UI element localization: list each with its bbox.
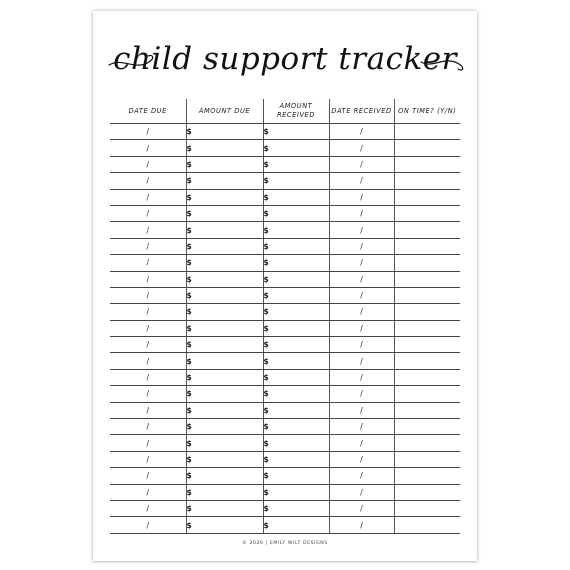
on-time-cell[interactable] xyxy=(394,517,460,533)
date-due-cell[interactable]: / xyxy=(110,320,186,336)
date-received-cell[interactable]: / xyxy=(329,222,394,238)
page-title: child support tracker xyxy=(113,41,457,77)
amount-received-cell[interactable]: $ xyxy=(263,238,329,254)
amount-received-cell[interactable]: $ xyxy=(263,369,329,385)
amount-due-cell[interactable]: $ xyxy=(186,140,263,156)
amount-due-cell[interactable]: $ xyxy=(186,222,263,238)
date-received-cell[interactable]: / xyxy=(329,369,394,385)
date-due-cell[interactable]: / xyxy=(110,353,186,369)
title-block xyxy=(93,35,477,91)
date-received-cell[interactable]: / xyxy=(329,287,394,303)
amount-received-cell[interactable]: $ xyxy=(263,271,329,287)
date-received-cell[interactable]: / xyxy=(329,255,394,271)
date-due-cell[interactable]: / xyxy=(110,271,186,287)
date-received-cell[interactable]: / xyxy=(329,173,394,189)
date-received-cell[interactable]: / xyxy=(329,517,394,533)
table-row xyxy=(110,484,460,500)
date-due-cell[interactable]: / xyxy=(110,386,186,402)
table-row xyxy=(110,517,460,533)
date-due-cell[interactable]: / xyxy=(110,451,186,467)
table-row xyxy=(110,419,460,435)
header-date-due: DATE DUE xyxy=(110,99,186,124)
table-row xyxy=(110,189,460,205)
amount-received-cell[interactable]: $ xyxy=(263,451,329,467)
header-amount-due: AMOUNT DUE xyxy=(186,99,263,124)
header-amount-received: AMOUNT RECEIVED xyxy=(263,99,329,124)
on-time-cell[interactable] xyxy=(394,419,460,435)
amount-received-cell[interactable]: $ xyxy=(263,386,329,402)
table-row xyxy=(110,238,460,254)
date-due-cell[interactable]: / xyxy=(110,124,186,140)
table-row xyxy=(110,386,460,402)
table-row xyxy=(110,271,460,287)
date-due-cell[interactable]: / xyxy=(110,287,186,303)
date-received-cell[interactable]: / xyxy=(329,435,394,451)
on-time-cell[interactable] xyxy=(394,451,460,467)
amount-due-cell[interactable]: $ xyxy=(186,124,263,140)
date-received-cell[interactable]: / xyxy=(329,468,394,484)
amount-received-cell[interactable]: $ xyxy=(263,419,329,435)
amount-due-cell[interactable]: $ xyxy=(186,451,263,467)
table-row xyxy=(110,287,460,303)
amount-received-cell[interactable]: $ xyxy=(263,205,329,221)
amount-due-cell[interactable]: $ xyxy=(186,353,263,369)
tracker-body xyxy=(110,124,460,534)
table-row xyxy=(110,320,460,336)
on-time-cell[interactable] xyxy=(394,140,460,156)
date-due-cell[interactable]: / xyxy=(110,189,186,205)
amount-due-cell[interactable]: $ xyxy=(186,369,263,385)
table-row xyxy=(110,205,460,221)
on-time-cell[interactable] xyxy=(394,369,460,385)
date-due-cell[interactable]: / xyxy=(110,222,186,238)
date-received-cell[interactable]: / xyxy=(329,271,394,287)
on-time-cell[interactable] xyxy=(394,353,460,369)
date-due-cell[interactable]: / xyxy=(110,205,186,221)
header-row xyxy=(110,99,460,124)
date-received-cell[interactable]: / xyxy=(329,189,394,205)
on-time-cell[interactable] xyxy=(394,238,460,254)
header-date-received: DATE RECEIVED xyxy=(329,99,394,124)
tracker-sheet xyxy=(93,11,477,561)
on-time-cell[interactable] xyxy=(394,500,460,516)
table-row xyxy=(110,451,460,467)
date-due-cell[interactable]: / xyxy=(110,517,186,533)
date-due-cell[interactable]: / xyxy=(110,402,186,418)
on-time-cell[interactable] xyxy=(394,205,460,221)
amount-received-cell[interactable]: $ xyxy=(263,500,329,516)
tracker-table xyxy=(110,99,460,534)
amount-received-cell[interactable]: $ xyxy=(263,353,329,369)
date-due-cell[interactable]: / xyxy=(110,419,186,435)
amount-due-cell[interactable]: $ xyxy=(186,402,263,418)
on-time-cell[interactable] xyxy=(394,386,460,402)
date-due-cell[interactable]: / xyxy=(110,173,186,189)
date-received-cell[interactable]: / xyxy=(329,320,394,336)
date-due-cell[interactable]: / xyxy=(110,468,186,484)
amount-due-cell[interactable]: $ xyxy=(186,205,263,221)
table-row xyxy=(110,402,460,418)
amount-due-cell[interactable]: $ xyxy=(186,386,263,402)
on-time-cell[interactable] xyxy=(394,271,460,287)
on-time-cell[interactable] xyxy=(394,468,460,484)
copyright-footer: © 2020 | EMILY WILT DESIGNS xyxy=(242,541,328,546)
on-time-cell[interactable] xyxy=(394,435,460,451)
amount-due-cell[interactable]: $ xyxy=(186,517,263,533)
date-due-cell[interactable]: / xyxy=(110,156,186,172)
amount-due-cell[interactable]: $ xyxy=(186,337,263,353)
date-due-cell[interactable]: / xyxy=(110,435,186,451)
on-time-cell[interactable] xyxy=(394,304,460,320)
date-due-cell[interactable]: / xyxy=(110,484,186,500)
on-time-cell[interactable] xyxy=(394,173,460,189)
table-row xyxy=(110,124,460,140)
table-row xyxy=(110,156,460,172)
amount-due-cell[interactable]: $ xyxy=(186,238,263,254)
amount-received-cell[interactable]: $ xyxy=(263,435,329,451)
date-received-cell[interactable]: / xyxy=(329,238,394,254)
amount-received-cell[interactable]: $ xyxy=(263,304,329,320)
amount-received-cell[interactable]: $ xyxy=(263,287,329,303)
amount-received-cell[interactable]: $ xyxy=(263,173,329,189)
table-row xyxy=(110,255,460,271)
amount-received-cell[interactable]: $ xyxy=(263,320,329,336)
amount-received-cell[interactable]: $ xyxy=(263,255,329,271)
amount-due-cell[interactable]: $ xyxy=(186,287,263,303)
on-time-cell[interactable] xyxy=(394,222,460,238)
on-time-cell[interactable] xyxy=(394,255,460,271)
on-time-cell[interactable] xyxy=(394,484,460,500)
date-due-cell[interactable]: / xyxy=(110,304,186,320)
amount-due-cell[interactable]: $ xyxy=(186,304,263,320)
table-row xyxy=(110,222,460,238)
table-row xyxy=(110,140,460,156)
date-received-cell[interactable]: / xyxy=(329,402,394,418)
amount-received-cell[interactable]: $ xyxy=(263,189,329,205)
on-time-cell[interactable] xyxy=(394,320,460,336)
table-row xyxy=(110,468,460,484)
amount-due-cell[interactable]: $ xyxy=(186,156,263,172)
amount-received-cell[interactable]: $ xyxy=(263,140,329,156)
date-received-cell[interactable]: / xyxy=(329,386,394,402)
table-row xyxy=(110,304,460,320)
date-received-cell[interactable]: / xyxy=(329,124,394,140)
date-due-cell[interactable]: / xyxy=(110,238,186,254)
date-received-cell[interactable]: / xyxy=(329,304,394,320)
date-due-cell[interactable]: / xyxy=(110,337,186,353)
amount-due-cell[interactable]: $ xyxy=(186,419,263,435)
date-received-cell[interactable]: / xyxy=(329,500,394,516)
on-time-cell[interactable] xyxy=(394,156,460,172)
amount-received-cell[interactable]: $ xyxy=(263,156,329,172)
header-on-time: ON TIME? (Y/N) xyxy=(394,99,460,124)
amount-due-cell[interactable]: $ xyxy=(186,173,263,189)
amount-due-cell[interactable]: $ xyxy=(186,320,263,336)
date-due-cell[interactable]: / xyxy=(110,140,186,156)
amount-received-cell[interactable]: $ xyxy=(263,402,329,418)
date-due-cell[interactable]: / xyxy=(110,255,186,271)
table-row xyxy=(110,173,460,189)
table-row xyxy=(110,435,460,451)
amount-received-cell[interactable]: $ xyxy=(263,468,329,484)
on-time-cell[interactable] xyxy=(394,337,460,353)
date-received-cell[interactable]: / xyxy=(329,451,394,467)
on-time-cell[interactable] xyxy=(394,287,460,303)
date-received-cell[interactable]: / xyxy=(329,140,394,156)
table-row xyxy=(110,353,460,369)
amount-received-cell[interactable]: $ xyxy=(263,124,329,140)
on-time-cell[interactable] xyxy=(394,189,460,205)
date-received-cell[interactable]: / xyxy=(329,419,394,435)
amount-due-cell[interactable]: $ xyxy=(186,500,263,516)
amount-due-cell[interactable]: $ xyxy=(186,468,263,484)
amount-due-cell[interactable]: $ xyxy=(186,189,263,205)
amount-received-cell[interactable]: $ xyxy=(263,222,329,238)
on-time-cell[interactable] xyxy=(394,402,460,418)
amount-due-cell[interactable]: $ xyxy=(186,255,263,271)
date-received-cell[interactable]: / xyxy=(329,156,394,172)
amount-received-cell[interactable]: $ xyxy=(263,484,329,500)
on-time-cell[interactable] xyxy=(394,124,460,140)
date-received-cell[interactable]: / xyxy=(329,205,394,221)
date-received-cell[interactable]: / xyxy=(329,484,394,500)
amount-received-cell[interactable]: $ xyxy=(263,337,329,353)
date-received-cell[interactable]: / xyxy=(329,353,394,369)
amount-due-cell[interactable]: $ xyxy=(186,484,263,500)
date-received-cell[interactable]: / xyxy=(329,337,394,353)
table-row xyxy=(110,369,460,385)
date-due-cell[interactable]: / xyxy=(110,500,186,516)
amount-received-cell[interactable]: $ xyxy=(263,517,329,533)
table-row xyxy=(110,337,460,353)
amount-due-cell[interactable]: $ xyxy=(186,435,263,451)
table-row xyxy=(110,500,460,516)
amount-due-cell[interactable]: $ xyxy=(186,271,263,287)
date-due-cell[interactable]: / xyxy=(110,369,186,385)
